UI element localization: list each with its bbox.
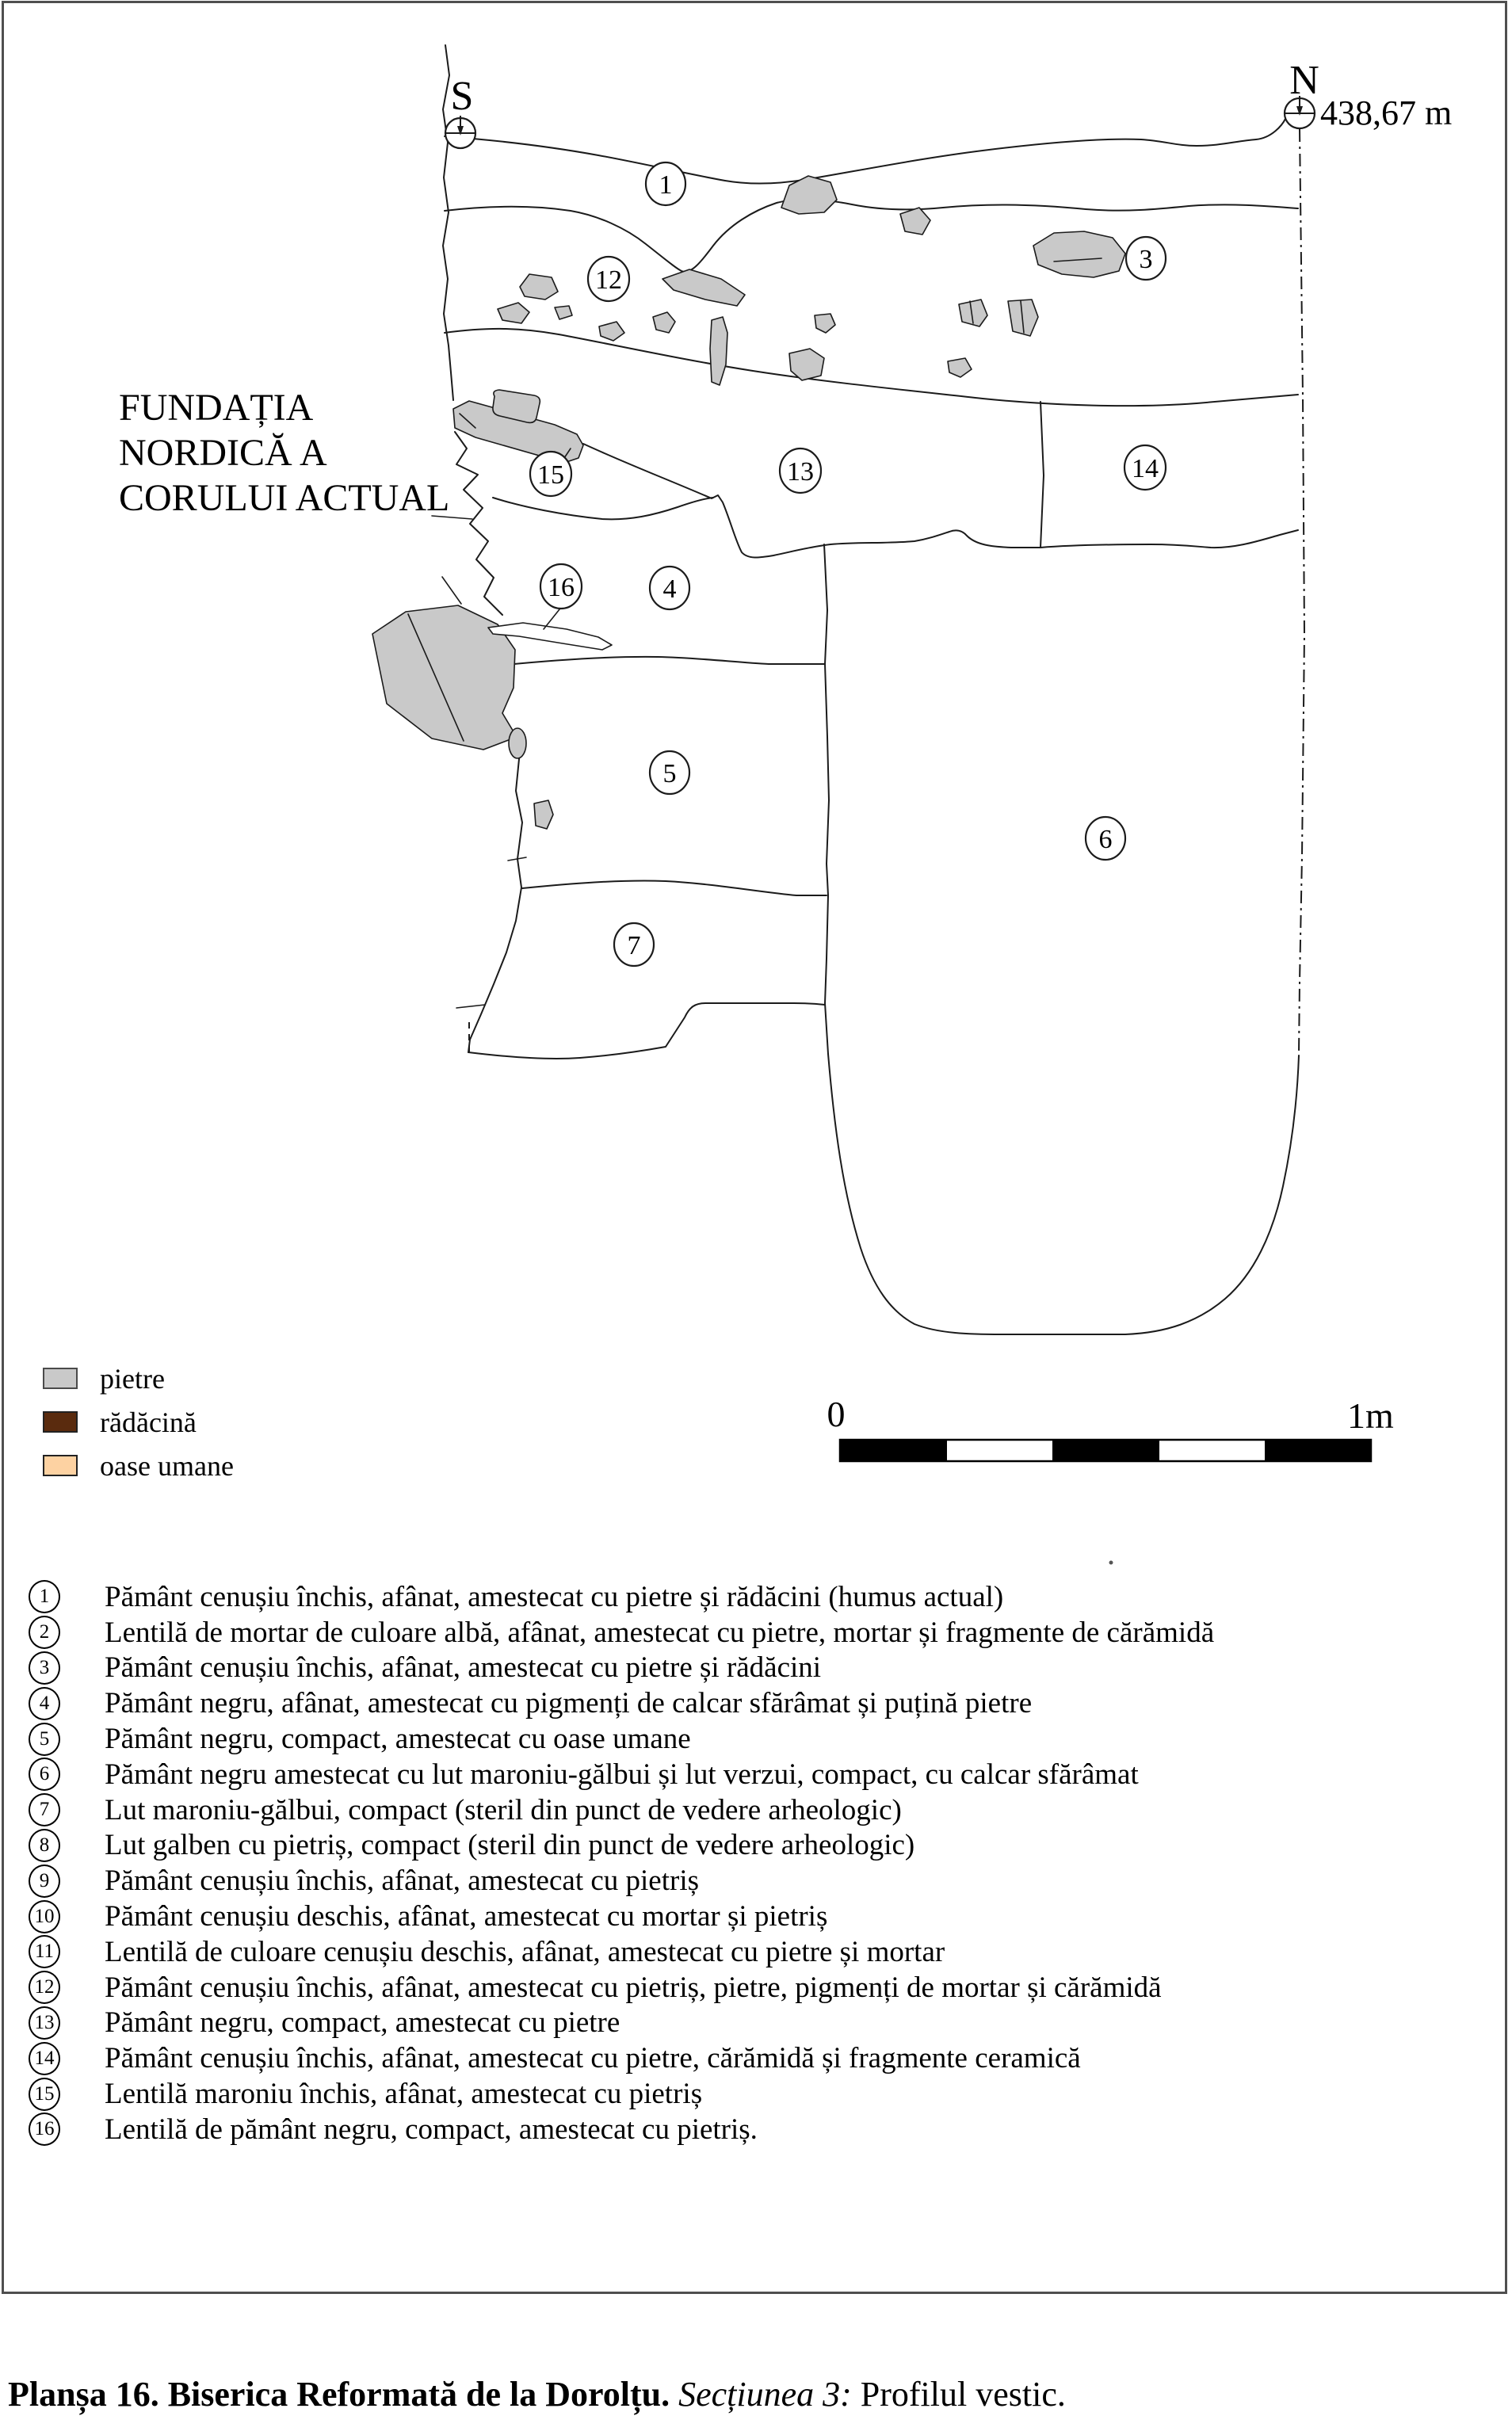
list-item-number: 16 — [29, 2113, 60, 2146]
list-item-text: Pământ cenușiu închis, afânat, amestecat cu pietre, cărămidă și fragmente ceramică — [105, 2042, 1081, 2075]
list-item-number: 7 — [29, 1793, 60, 1826]
list-item-number: 10 — [29, 1900, 60, 1933]
list-item-number: 9 — [29, 1864, 60, 1898]
legend-item-radacina — [43, 1400, 234, 1444]
layer-marker-13 — [780, 448, 821, 493]
list-item-number: 2 — [29, 1616, 60, 1649]
surface-line — [445, 119, 1285, 184]
list-item-text: Pământ negru, compact, amestecat cu pietre — [105, 2006, 620, 2040]
scale-end-label: 1m — [1347, 1395, 1394, 1436]
list-item-text: Lut galben cu pietriș, compact (steril din punct de vedere arheologic) — [105, 1829, 915, 1862]
legend — [43, 1357, 234, 1487]
list-item — [29, 1579, 1214, 1615]
svg-text:6: 6 — [1098, 825, 1113, 854]
layer-marker-6 — [1086, 817, 1125, 860]
list-item-number: 4 — [29, 1687, 60, 1720]
separator-13-14 — [1040, 402, 1044, 548]
svg-text:16: 16 — [548, 573, 575, 602]
list-item-text: Lentilă de mortar de culoare albă, afânat, amestecat cu pietre, mortar și fragmente de cărămidă — [105, 1616, 1215, 1649]
caption-italic: Secțiunea 3: — [678, 2375, 852, 2414]
svg-text:3: 3 — [1139, 245, 1153, 274]
layer-marker-1 — [646, 162, 685, 205]
svg-text:15: 15 — [537, 460, 564, 490]
pit-outline — [828, 1054, 1299, 1334]
list-item-text: Pământ negru, compact, amestecat cu oase umane — [105, 1723, 691, 1756]
list-item-number: 14 — [29, 2042, 60, 2075]
bones-swatch-icon — [43, 1455, 78, 1476]
list-item — [29, 2112, 1214, 2147]
plate-caption — [8, 2374, 1066, 2414]
list-item — [29, 1899, 1214, 1934]
svg-text:12: 12 — [595, 265, 622, 295]
list-item-number: 13 — [29, 2006, 60, 2040]
svg-text:14: 14 — [1132, 454, 1159, 483]
list-item-text: Lentilă de pământ negru, compact, amestecat cu pietriș. — [105, 2113, 758, 2146]
profile-left-edge — [442, 45, 526, 1055]
list-item — [29, 1792, 1214, 1828]
list-item-text: Pământ negru amestecat cu lut maroniu-gălbui și lut verzui, compact, cu calcar sfărâmat — [105, 1758, 1139, 1791]
list-item — [29, 1685, 1214, 1721]
list-item — [29, 2040, 1214, 2076]
svg-text:5: 5 — [662, 759, 677, 788]
caption-bold: Planșa 16. Biserica Reformată de la Dorolțu. — [8, 2375, 670, 2414]
boundary-diagonal-13 — [583, 444, 1298, 558]
list-item-text: Pământ cenușiu închis, afânat, amestecat cu pietre și rădăcini (humus actual) — [105, 1580, 1004, 1613]
list-item — [29, 1721, 1214, 1757]
list-item — [29, 1651, 1214, 1686]
south-label: S — [450, 74, 474, 119]
list-item — [29, 1828, 1214, 1864]
list-item — [29, 1757, 1214, 1792]
boundary-layer4 — [506, 657, 825, 665]
list-item — [29, 1863, 1214, 1899]
legend-label: oase umane — [100, 1449, 234, 1482]
north-label: N — [1289, 58, 1319, 103]
layer-boundaries — [445, 119, 1304, 1334]
boundary-layer12 — [445, 329, 1298, 406]
list-item-number: 6 — [29, 1758, 60, 1791]
svg-text:NORDICĂ A: NORDICĂ A — [119, 432, 327, 474]
list-item-number: 8 — [29, 1829, 60, 1862]
list-item-text: Lentilă de culoare cenușiu deschis, afânat, amestecat cu pietre și mortar — [105, 1935, 945, 1968]
list-item-text: Pământ cenușiu deschis, afânat, amestecat cu mortar și pietriș — [105, 1900, 828, 1933]
svg-text:13: 13 — [787, 457, 814, 487]
list-item-text: Lut maroniu-gălbui, compact (steril din punct de vedere arheologic) — [105, 1793, 902, 1826]
list-item — [29, 2006, 1214, 2041]
list-item — [29, 2076, 1214, 2112]
svg-text:FUNDAȚIA: FUNDAȚIA — [119, 387, 314, 429]
root-swatch-icon — [43, 1411, 78, 1433]
foundation-annotation — [119, 387, 472, 519]
list-item-text: Pământ cenușiu închis, afânat, amestecat cu pietre și rădăcini — [105, 1651, 822, 1685]
layer-description-list — [29, 1579, 1214, 2147]
north-datum-line — [1299, 129, 1304, 1054]
list-item-number: 15 — [29, 2078, 60, 2111]
list-item-number: 5 — [29, 1723, 60, 1756]
list-item-text: Pământ cenușiu închis, afânat, amestecat cu pietriș, pietre, pigmenți de mortar și cărămidă — [105, 1971, 1162, 2004]
scale-bar — [827, 1394, 1395, 1461]
layer-marker-7 — [614, 923, 654, 966]
boundary-layer5 — [522, 881, 827, 895]
svg-text:CORULUI ACTUAL: CORULUI ACTUAL — [119, 477, 450, 519]
layer-marker-5 — [650, 751, 689, 794]
svg-text:4: 4 — [662, 574, 677, 604]
scale-start-label: 0 — [827, 1394, 846, 1434]
separator-vertical-6 — [824, 544, 829, 1054]
south-benchmark-icon — [445, 116, 475, 148]
caption-regular: Profilul vestic. — [860, 2375, 1066, 2414]
legend-item-pietre — [43, 1357, 234, 1400]
layer-marker-12 — [588, 257, 629, 301]
legend-item-oase-umane — [43, 1444, 234, 1487]
layer-marker-3 — [1126, 237, 1166, 280]
layer-marker-15 — [530, 452, 571, 496]
list-item — [29, 1970, 1214, 2006]
list-item-text: Pământ cenușiu închis, afânat, amestecat cu pietriș — [105, 1864, 700, 1898]
list-item-number: 12 — [29, 1971, 60, 2004]
list-item-text: Lentilă maroniu închis, afânat, amestecat cu pietriș — [105, 2078, 703, 2111]
svg-text:1: 1 — [659, 170, 673, 200]
list-item-text: Pământ negru, afânat, amestecat cu pigmenți de calcar sfărâmat și puțină pietre — [105, 1687, 1033, 1720]
list-item-number: 1 — [29, 1580, 60, 1613]
elevation-label: 438,67 m — [1320, 94, 1453, 132]
stone-swatch-icon — [43, 1368, 78, 1389]
layer-marker-16 — [540, 564, 582, 609]
boundary-layer1 — [445, 200, 1298, 272]
svg-text:7: 7 — [627, 931, 641, 960]
layer-marker-14 — [1124, 445, 1166, 490]
speck — [1109, 1561, 1113, 1565]
legend-label: pietre — [100, 1362, 165, 1395]
legend-label: rădăcină — [100, 1406, 197, 1438]
list-item — [29, 1615, 1214, 1651]
layer-marker-4 — [650, 567, 689, 609]
list-item-number: 3 — [29, 1651, 60, 1685]
stones — [372, 176, 1125, 829]
list-item-number: 11 — [29, 1935, 60, 1968]
boundary-lens15 — [493, 498, 713, 519]
boundary-layer7-step — [468, 1003, 825, 1059]
list-item — [29, 1934, 1214, 1970]
